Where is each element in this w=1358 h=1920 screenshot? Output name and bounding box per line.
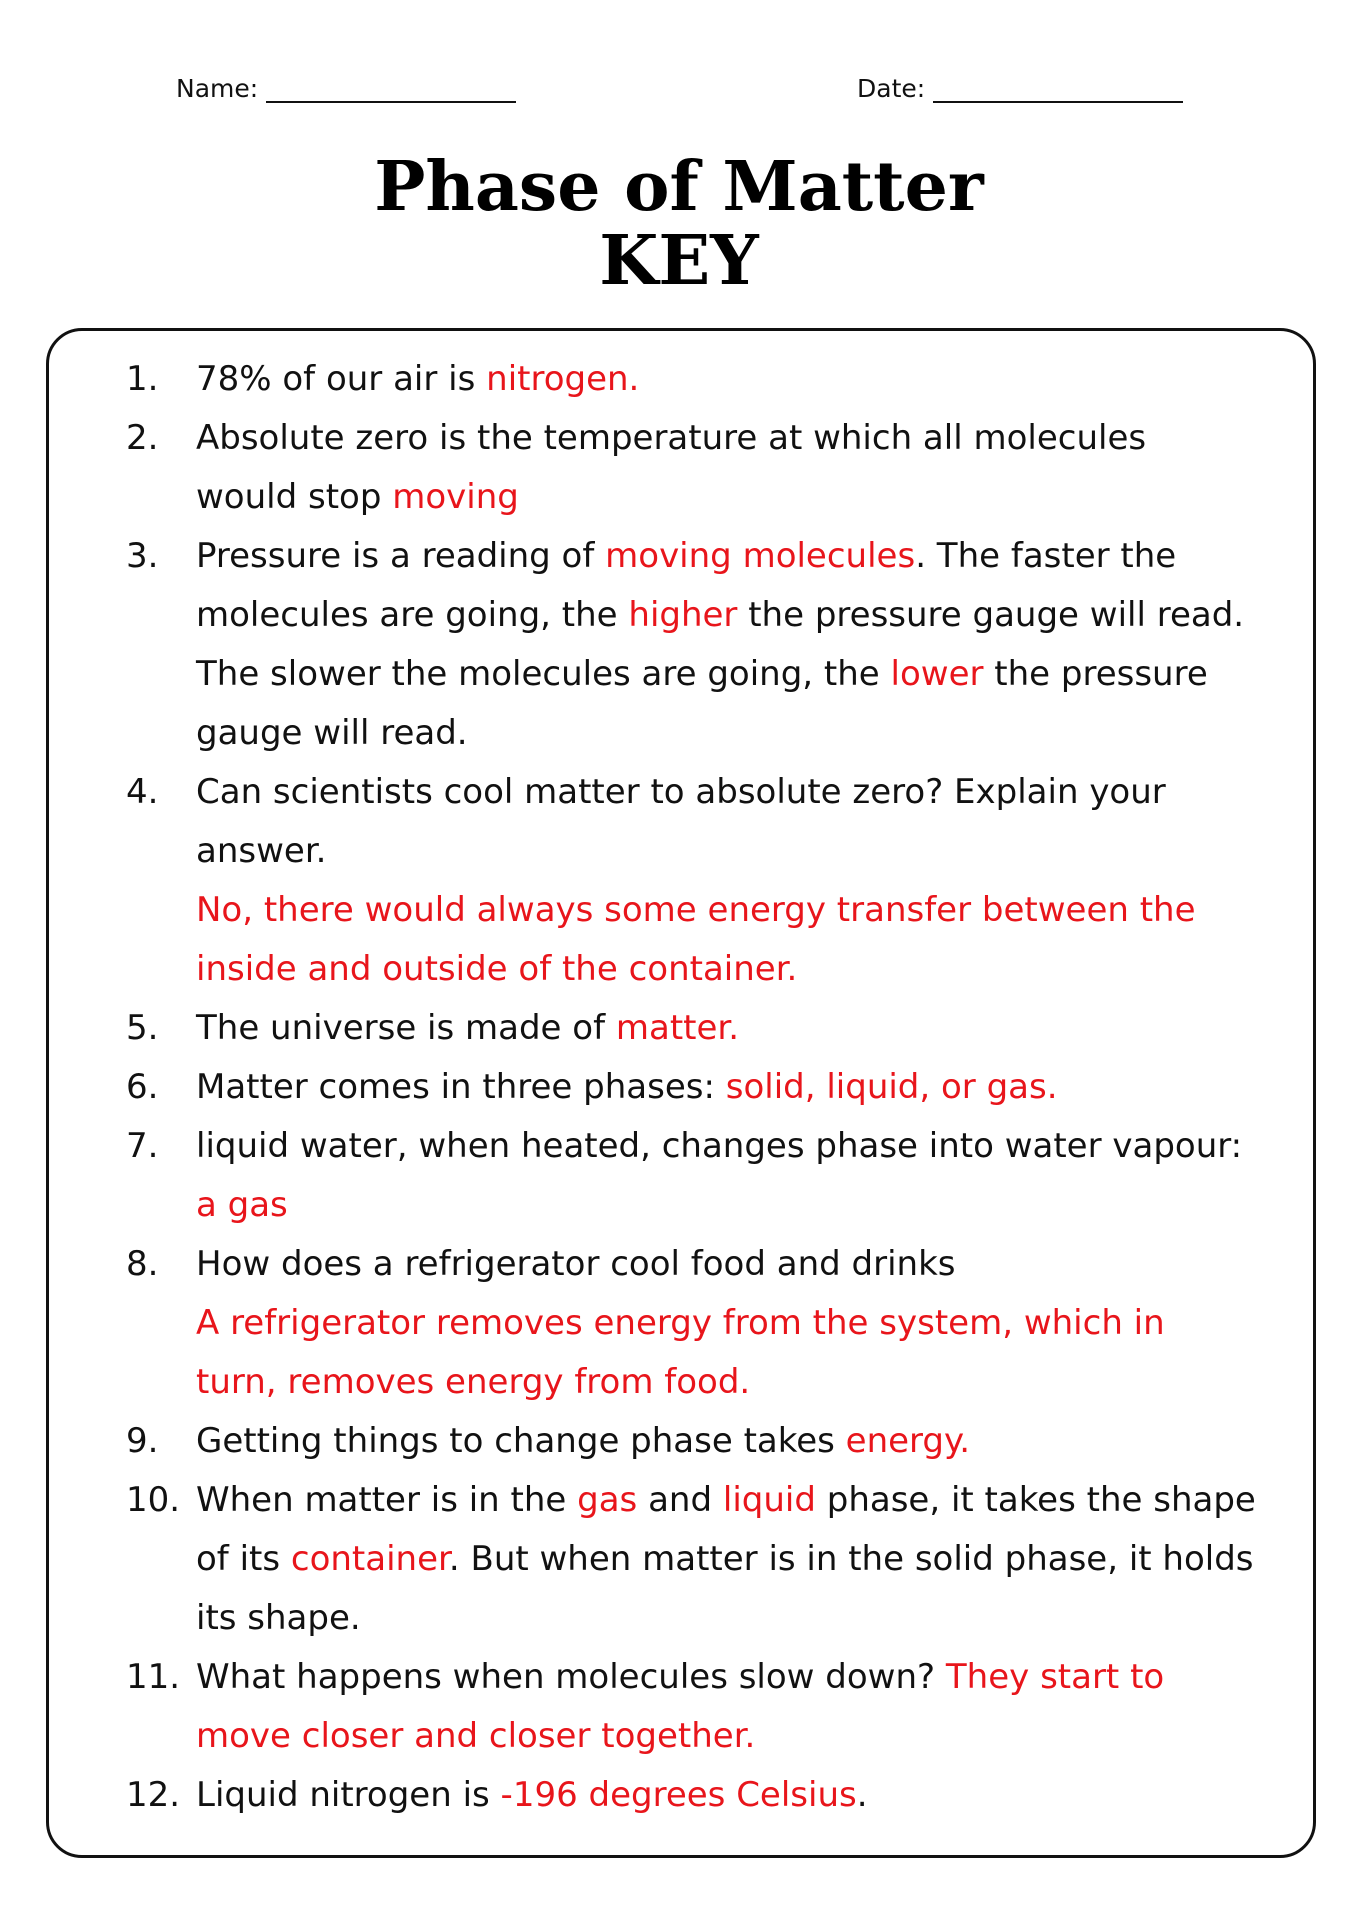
- question-list: [126, 350, 1256, 1825]
- answer-text: energy.: [845, 1421, 971, 1461]
- question-item: [126, 1235, 1256, 1412]
- answer-text: -196 degrees Celsius: [500, 1775, 857, 1815]
- question-number: 12.: [126, 1775, 181, 1815]
- answer-text: moving molecules: [605, 536, 916, 576]
- question-text: When matter is in the: [196, 1480, 578, 1520]
- question-item: [126, 1648, 1256, 1766]
- date-blank-line[interactable]: [933, 77, 1183, 103]
- question-number: 2.: [126, 418, 159, 458]
- date-label: Date:: [857, 74, 926, 103]
- page-subtitle: KEY: [599, 221, 759, 301]
- question-number: 4.: [126, 772, 159, 812]
- question-item: [126, 1117, 1256, 1235]
- question-number: 11.: [126, 1657, 181, 1697]
- question-item: [126, 527, 1256, 763]
- question-text: Liquid nitrogen is: [196, 1775, 501, 1815]
- question-text: The universe is made of: [196, 1008, 616, 1048]
- question-number: 6.: [126, 1067, 159, 1107]
- question-text: phase, it takes the shape of its: [196, 1480, 1256, 1579]
- question-text: . But when matter is in the solid phase, it holds its shape.: [196, 1539, 1254, 1638]
- question-number: 10.: [126, 1480, 181, 1520]
- question-number: 8.: [126, 1244, 159, 1284]
- name-label: Name:: [176, 74, 259, 103]
- page-title: Phase of Matter: [374, 147, 984, 227]
- question-text: Can scientists cool matter to absolute zero? Explain your answer.: [196, 772, 1166, 871]
- question-item: [126, 1058, 1256, 1117]
- answer-text: a gas: [196, 1185, 288, 1225]
- question-number: 3.: [126, 536, 159, 576]
- question-text: 78% of our air is: [196, 359, 487, 399]
- answer-text: moving: [392, 477, 519, 517]
- question-number: 5.: [126, 1008, 159, 1048]
- question-text: .: [856, 1775, 868, 1815]
- answer-text: A refrigerator removes energy from the system, which in turn, removes energy from food.: [196, 1303, 1165, 1402]
- answer-text: matter.: [615, 1008, 740, 1048]
- name-blank-line[interactable]: [266, 77, 516, 103]
- question-text: Matter comes in three phases:: [196, 1067, 726, 1107]
- question-item: [126, 1766, 1256, 1825]
- answer-text: gas: [577, 1480, 638, 1520]
- question-text: How does a refrigerator cool food and drinks: [196, 1244, 956, 1284]
- answer-text: lower: [890, 654, 984, 694]
- question-text: the pressure gauge will read.: [196, 654, 1208, 753]
- question-text: the pressure gauge will read. The slower the molecules are going, the: [196, 595, 1245, 694]
- answer-text: solid, liquid, or gas.: [725, 1067, 1058, 1107]
- answer-text: liquid: [722, 1480, 816, 1520]
- question-item: [126, 1412, 1256, 1471]
- answer-text: No, there would always some energy transfer between the inside and outside of the container.: [196, 890, 1196, 989]
- question-item: [126, 763, 1256, 999]
- question-text: Getting things to change phase takes: [196, 1421, 846, 1461]
- question-item: [126, 409, 1256, 527]
- question-number: 9.: [126, 1421, 159, 1461]
- answer-text: higher: [628, 595, 738, 635]
- question-text: . The faster the molecules are going, the: [196, 536, 1177, 635]
- question-text: liquid water, when heated, changes phase into water vapour:: [196, 1126, 1243, 1166]
- question-number: 7.: [126, 1126, 159, 1166]
- question-text: What happens when molecules slow down?: [196, 1657, 946, 1697]
- answer-text: container: [290, 1539, 449, 1579]
- question-text: Absolute zero is the temperature at which all molecules would stop: [196, 418, 1147, 517]
- question-text: Pressure is a reading of: [196, 536, 606, 576]
- question-item: [126, 999, 1256, 1058]
- question-item: [126, 350, 1256, 409]
- date-field[interactable]: [857, 74, 1183, 103]
- name-field[interactable]: [176, 74, 516, 103]
- answer-text: They start to move closer and closer together.: [196, 1657, 1165, 1756]
- question-item: [126, 1471, 1256, 1648]
- question-text: and: [637, 1480, 723, 1520]
- answer-text: nitrogen.: [486, 359, 640, 399]
- question-number: 1.: [126, 359, 159, 399]
